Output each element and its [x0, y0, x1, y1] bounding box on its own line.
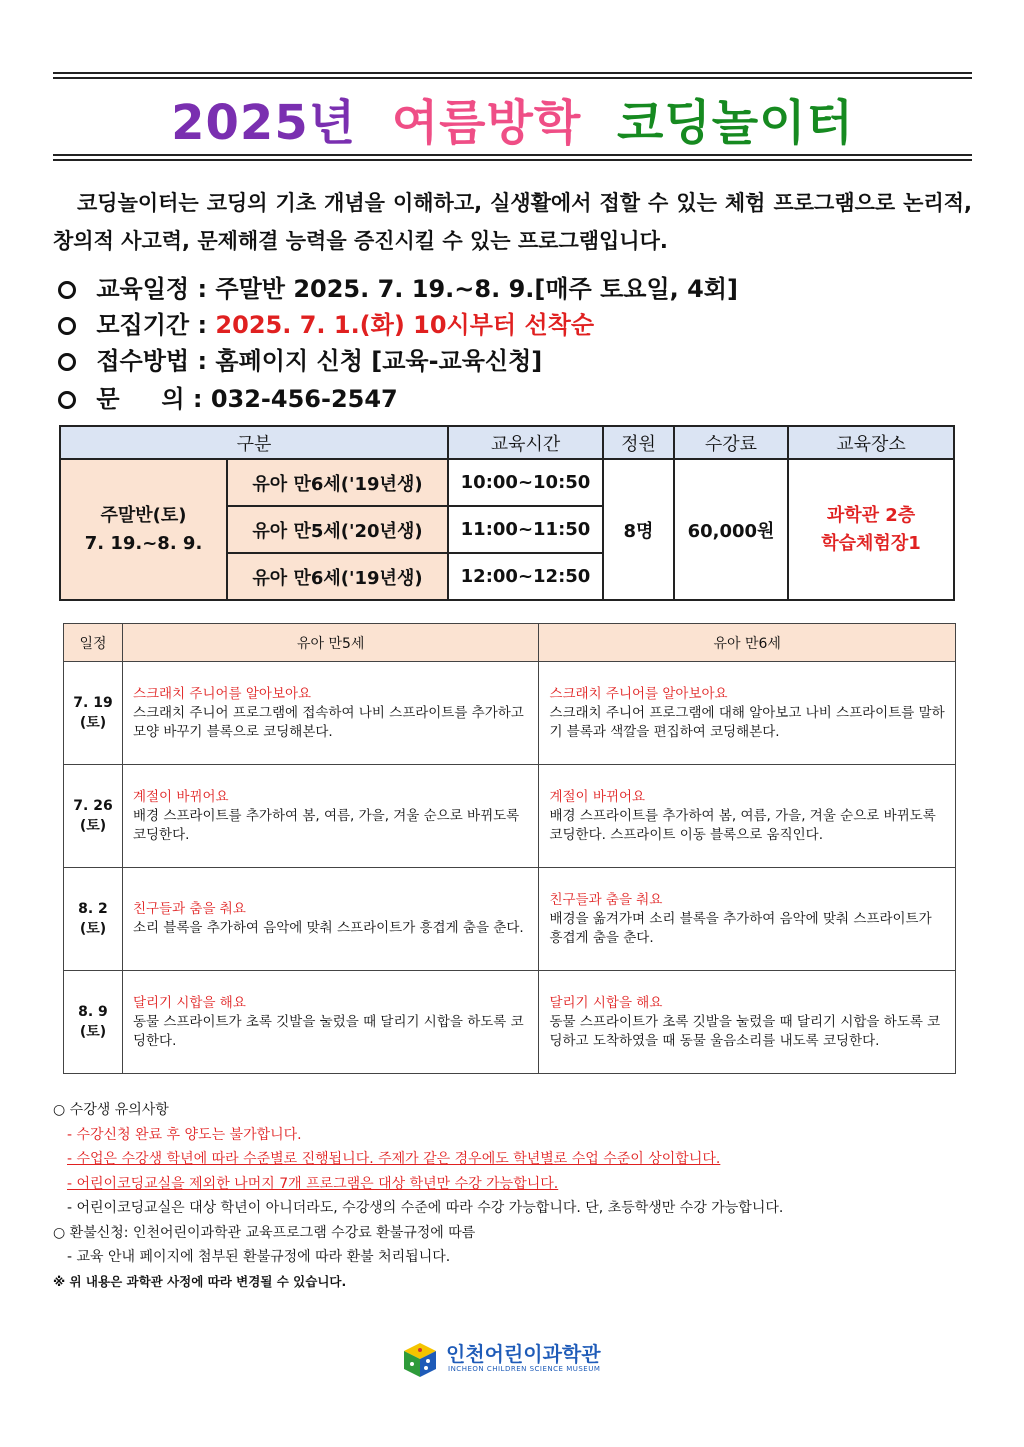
intro-text: 코딩놀이터는 코딩의 기초 개념을 이해하고, 실생활에서 접할 수 있는 체험 프로그램으로 논리적, 창의적 사고력, 문제해결 능력을 증진시킬 수 있는 프로그램입니다.: [53, 191, 972, 253]
time-cell: 10:00~10:50: [448, 459, 603, 506]
place-cell: [788, 459, 954, 600]
circle-bullet-icon: [58, 353, 76, 371]
lesson-title: 친구들과 춤을 춰요: [549, 891, 663, 908]
day-text: (토): [79, 715, 107, 731]
title-rule-bottom-2: [53, 159, 972, 161]
lesson-desc: 동물 스프라이트가 초록 깃발을 눌렀을 때 달리기 시합을 하도록 코딩하고 도착하였을 때 동물 울음소리를 내도록 코딩한다.: [549, 1013, 941, 1049]
header-place: 교육장소: [788, 426, 954, 459]
info-apply: 접수방법 : 홈페이지 신청 [교육-교육신청]: [58, 344, 978, 378]
info-label: 문 의: [96, 385, 185, 413]
note-refund: - 교육 안내 페이지에 첨부된 환불규정에 따라 환불 처리됩니다.: [67, 1249, 451, 1265]
schedule-table: [59, 425, 955, 601]
group-cell: 유아 만5세('20년생): [227, 506, 448, 553]
lesson-title: 계절이 바뀌어요: [549, 788, 646, 805]
circle-bullet-icon: [58, 317, 76, 335]
header-capacity: 정원: [603, 426, 674, 459]
info-value: 2025. 7. 1.(화) 10시부터 선착순: [215, 311, 595, 339]
schedule-header-row: [60, 426, 954, 459]
notes-section: [53, 1098, 983, 1294]
age6-cell: [539, 765, 956, 868]
header-age5: 유아 만5세: [122, 624, 539, 662]
age5-cell: [122, 971, 539, 1074]
note-grade-only-text: - 어린이코딩교실을 제외한 나머지 7개 프로그램은 대상 학년만 수강 가능합니다.: [67, 1175, 559, 1192]
lesson-desc: 배경 스프라이트를 추가하여 봄, 여름, 가을, 겨울 순으로 바뀌도록 코딩한다. 스프라이트 이동 블록으로 움직인다.: [549, 807, 936, 843]
note-coding-class: - 어린이코딩교실은 대상 학년이 아니더라도, 수강생의 수준에 따라 수강 가능합니다. 단, 초등학생만 수강 가능합니다.: [67, 1200, 784, 1216]
info-recruit: 모집기간 : 2025. 7. 1.(화) 10시부터 선착순: [58, 308, 978, 342]
class-dates: 7. 19.~8. 9.: [84, 532, 203, 554]
date-text: 7. 19: [73, 695, 113, 711]
info-label: 접수방법: [96, 347, 190, 375]
day-text: (토): [79, 818, 107, 834]
date-text: 8. 9: [78, 1004, 108, 1020]
note-grade-only: [53, 1172, 983, 1197]
title-program: 코딩놀이터: [617, 95, 854, 151]
info-label: 모집기간: [96, 311, 190, 339]
age5-cell: [122, 765, 539, 868]
age6-cell: [539, 868, 956, 971]
intro-paragraph: [53, 184, 972, 260]
title-rule-bottom-1: [53, 154, 972, 156]
museum-logo: [398, 1335, 601, 1385]
footnote: ※ 위 내용은 과학관 사정에 따라 변경될 수 있습니다.: [53, 1273, 347, 1289]
note-level-based: [53, 1147, 983, 1172]
time-cell: 12:00~12:50: [448, 553, 603, 600]
circle-bullet-icon: [58, 391, 76, 409]
note-level-based-text: - 수업은 수강생 학년에 따라 수준별로 진행됩니다. 주제가 같은 경우에도 학년별로 수업 수준이 상이합니다.: [67, 1151, 721, 1167]
lesson-title: 친구들과 춤을 춰요: [132, 901, 246, 917]
age5-cell: [122, 868, 539, 971]
curriculum-header-row: [64, 624, 956, 662]
lesson-desc: 배경 스프라이트를 추가하여 봄, 여름, 가을, 겨울 순으로 바뀌도록 코딩한다.: [132, 807, 520, 843]
age5-cell: [122, 662, 539, 765]
info-value: 032-456-2547: [210, 385, 398, 413]
date-cell: [64, 868, 123, 971]
curriculum-row: [64, 662, 956, 765]
header-category: 구분: [60, 426, 448, 459]
day-text: (토): [79, 1024, 107, 1040]
date-cell: [64, 971, 123, 1074]
date-cell: [64, 662, 123, 765]
capacity-cell: 8명: [603, 459, 674, 600]
header-fee: 수강료: [674, 426, 788, 459]
info-value: 주말반 2025. 7. 19.~8. 9.[매주 토요일, 4회]: [215, 275, 738, 303]
circle-bullet-icon: [58, 281, 76, 299]
cube-logo-icon: [398, 1337, 444, 1379]
day-text: (토): [79, 921, 107, 937]
fee-cell: 60,000원: [674, 459, 788, 600]
lesson-desc: 배경을 옮겨가며 소리 블록을 추가하여 음악에 맞춰 스프라이트가 흥겹게 춤을 춘다.: [549, 910, 932, 946]
header-date: 일정: [64, 624, 123, 662]
lesson-desc: 스크래치 주니어 프로그램에 대해 알아보고 나비 스프라이트를 말하기 블록과 색깔을 편집하여 코딩해본다.: [549, 704, 945, 740]
lesson-title: 스크래치 주니어를 알아보아요: [549, 685, 728, 702]
notes-heading-precautions: ○ 수강생 유의사항: [53, 1102, 169, 1118]
curriculum-row: [64, 868, 956, 971]
title-season: 여름방학: [391, 95, 582, 151]
title-year: 2025년: [171, 95, 357, 151]
group-cell: 유아 만6세('19년생): [227, 459, 448, 506]
title-rule-top-1: [53, 72, 972, 74]
date-cell: [64, 765, 123, 868]
logo-subtitle: INCHEON CHILDREN SCIENCE MUSEUM: [448, 1365, 601, 1373]
lesson-title: 달리기 시합을 해요: [132, 994, 246, 1011]
time-cell: 11:00~11:50: [448, 506, 603, 553]
schedule-row: [60, 459, 954, 506]
lesson-title: 달리기 시합을 해요: [549, 994, 663, 1011]
info-value: 홈페이지 신청 [교육-교육신청]: [215, 347, 543, 375]
class-name: 주말반(토): [100, 504, 187, 526]
age6-cell: [539, 662, 956, 765]
header-age6: 유아 만6세: [539, 624, 956, 662]
info-schedule: 교육일정 : 주말반 2025. 7. 19.~8. 9.[매주 토요일, 4회]: [58, 272, 978, 306]
lesson-desc: 스크래치 주니어 프로그램에 접속하여 나비 스프라이트를 추가하고 모양 바꾸기 블록으로 코딩해본다.: [132, 704, 524, 740]
lesson-title: 계절이 바뀌어요: [132, 788, 229, 805]
header-time: 교육시간: [448, 426, 603, 459]
class-cell: [60, 459, 227, 600]
title-rule-top-2: [53, 77, 972, 79]
date-text: 7. 26: [73, 798, 113, 814]
lesson-desc: 동물 스프라이트가 초록 깃발을 눌렀을 때 달리기 시합을 하도록 코딩한다.: [132, 1013, 524, 1049]
curriculum-row: [64, 765, 956, 868]
info-contact: 문 의 : 032-456-2547: [58, 382, 978, 416]
place-line1: 과학관 2층: [826, 504, 916, 526]
curriculum-row: [64, 971, 956, 1074]
page-title: [53, 84, 972, 153]
lesson-title: 스크래치 주니어를 알아보아요: [132, 685, 312, 702]
info-label: 교육일정: [96, 275, 190, 303]
curriculum-table: [63, 623, 956, 1074]
group-cell: 유아 만6세('19년생): [227, 553, 448, 600]
place-line2: 학습체험장1: [821, 532, 921, 554]
note-no-transfer: - 수강신청 완료 후 양도는 불가합니다.: [67, 1126, 302, 1143]
notes-heading-refund: ○ 환불신청: 인천어린이과학관 교육프로그램 수강료 환불규정에 따름: [53, 1224, 476, 1241]
lesson-desc: 소리 블록을 추가하여 음악에 맞춰 스프라이트가 흥겹게 춤을 춘다.: [132, 920, 524, 936]
age6-cell: [539, 971, 956, 1074]
logo-name: 인천어린이과학관: [446, 1342, 601, 1366]
date-text: 8. 2: [78, 901, 108, 917]
